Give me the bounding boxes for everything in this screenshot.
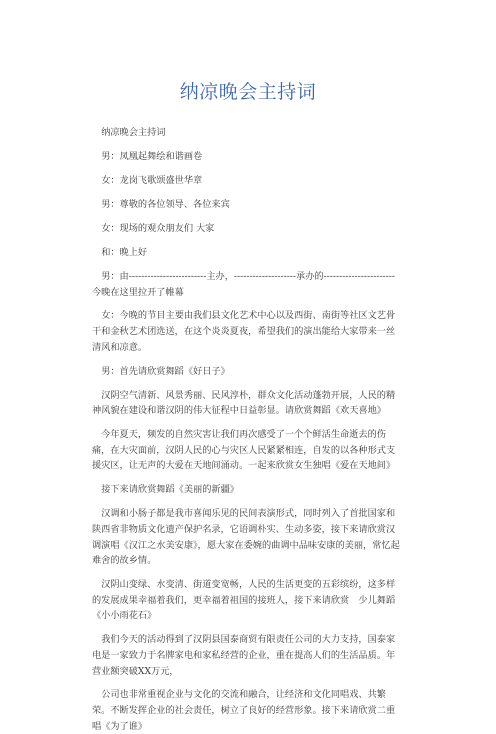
paragraph-line: 和：晚上好 <box>101 246 148 258</box>
paragraph-line: 汉阴空气清新、风景秀丽、民风淳朴，群众文化活动蓬勃开展，人民的精神风貌在建设和谐汉阴的伟大征程中日益彰显。请欣赏舞蹈《欢天喜地》 <box>92 389 396 417</box>
paragraph-line: 男：凤凰起舞绘和谐画卷 <box>101 150 203 162</box>
paragraph-line: 女：龙岗飞歌颂盛世华章 <box>101 174 203 186</box>
paragraph-subtitle: 纳凉晚会主持词 <box>101 127 166 138</box>
document-body <box>92 125 404 734</box>
paragraph-line: 汉阴山变绿、水变清、街道变宽畅，人民的生活更变的五彩缤纷，这多样的发展成果幸福着我们，更幸福着祖国的接班人，接下来请欣赏 少儿舞蹈《小小雨花石》 <box>92 579 396 622</box>
document-title: 纳凉晚会主持词 <box>179 81 317 103</box>
paragraph-line: 汉调和小肠子都是我市喜闻乐见的民间表演形式，同时列入了首批国家和陕西省非物质文化遗产保护名录，它语调朴实、生动多姿，接下来请欣赏汉调演唱《汉江之水美安康》，愿大家在委婉的曲调中品味安康的美丽，常忆起难舍的故乡情。 <box>92 508 400 567</box>
paragraph-line: 我们今天的活动得到了汉阴县国泰商贸有限责任公司的大力支持，国泰家电是一家致力于名牌家电和家私经营的企业，重在提高人们的生活品质。年营业额突破XX万元， <box>92 634 396 677</box>
paragraph-line: 男：尊敬的各位领导、各位来宾 <box>101 198 230 210</box>
paragraph-line: 公司也非常重视企业与文化的交流和融合，让经济和文化同唱戏、共繁荣。不断发挥企业的社会责任，树立了良好的经营形象。接下来请欣赏二重唱《为了谁》 <box>92 689 396 732</box>
paragraph-line: 女：今晚的节目主要由我们县文化艺术中心以及西街、南街等社区文艺骨干和金秋艺术团选送，在这个炎炎夏夜，希望我们的演出能给大家带来一丝清风和凉意。 <box>92 310 396 353</box>
paragraph-line: 男：由-------------------------主办，--------------------承办的-----------------------今晚在这里拉开了帷幕 <box>92 270 395 298</box>
paragraph-line: 男：首先请欣赏舞蹈《好日子》 <box>101 365 230 377</box>
paragraph-line: 今年夏天，频发的自然灾害让我们再次感受了一个个鲜活生命逝去的伤痛，在大灾面前，汉阴人民的心与灾区人民紧紧相连，自发的以各种形式支援灾区，让无声的大爱在天地间涌动。一起来欣赏女生独唱《爱在天地间》 <box>92 429 396 472</box>
paragraph-line: 接下来请欣赏舞蹈《美丽的新疆》 <box>101 484 239 496</box>
paragraph-line: 女：现场的观众朋友们 大家 <box>101 222 215 234</box>
